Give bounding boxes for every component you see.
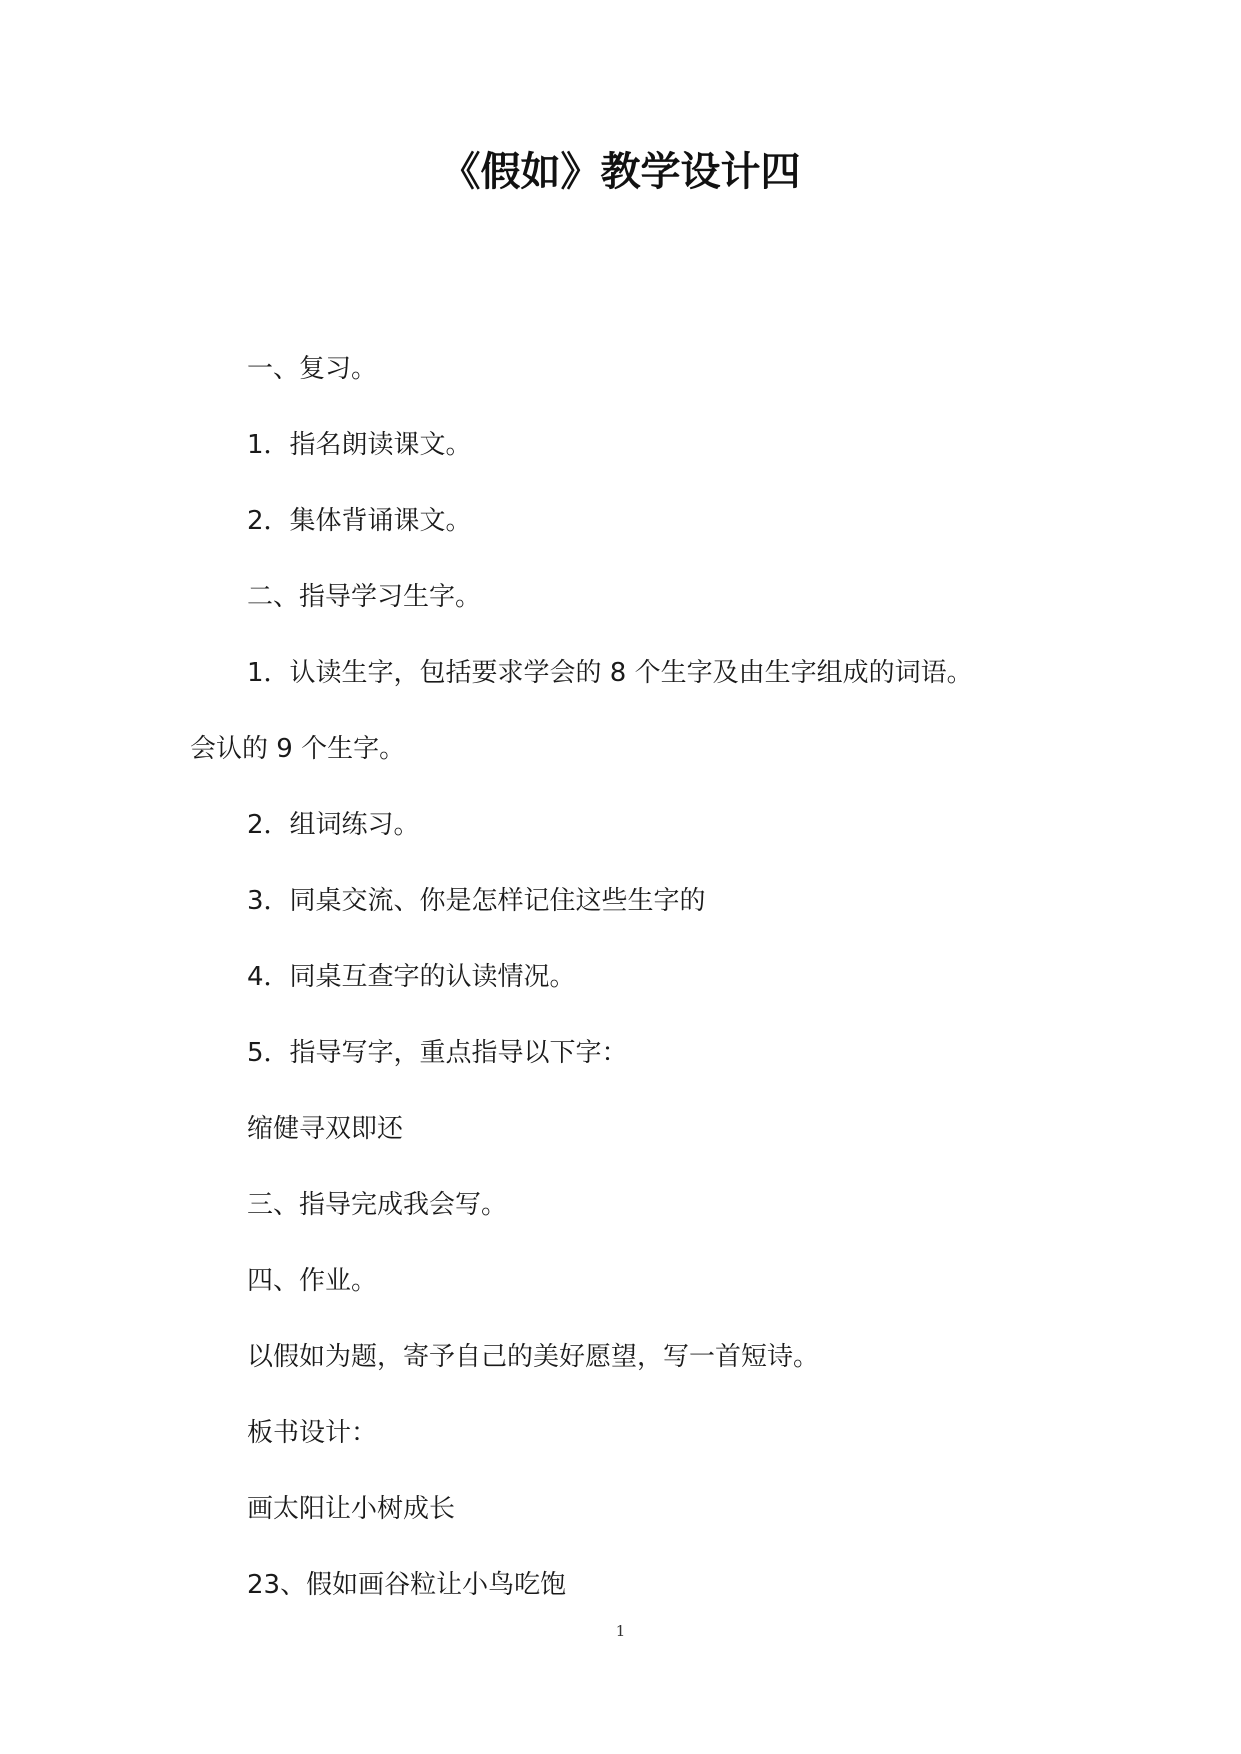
document-title: 《假如》教学设计四 [440, 149, 801, 195]
section-heading-writing: 三、指导完成我会写。 [247, 1190, 508, 1220]
board-design-label: 板书设计： [247, 1418, 378, 1448]
list-item: 1．认读生字，包括要求学会的 8 个生字及由生字组成的词语。 [247, 658, 973, 688]
list-item: 4．同桌互查字的认读情况。 [247, 962, 576, 992]
document-body [190, 331, 1070, 1623]
character-list: 缩健寻双即还 [247, 1114, 404, 1144]
section-heading-review: 一、复习。 [247, 354, 378, 384]
list-item: 1．指名朗读课文。 [247, 430, 472, 460]
list-item: 2．组词练习。 [247, 810, 420, 840]
section-heading-characters: 二、指导学习生字。 [247, 582, 482, 612]
board-design-line: 画太阳让小树成长 [247, 1494, 456, 1524]
list-item: 5．指导写字，重点指导以下字： [247, 1038, 628, 1068]
homework-text: 以假如为题，寄予自己的美好愿望，写一首短诗。 [247, 1342, 820, 1372]
page-number: 1 [615, 1622, 626, 1640]
list-item: 3．同桌交流、你是怎样记住这些生字的 [247, 886, 706, 916]
section-heading-homework: 四、作业。 [247, 1266, 378, 1296]
list-item: 2．集体背诵课文。 [247, 506, 472, 536]
board-design-line: 23、假如画谷粒让小鸟吃饱 [247, 1570, 567, 1600]
list-item-continuation: 会认的 9 个生字。 [190, 734, 406, 764]
